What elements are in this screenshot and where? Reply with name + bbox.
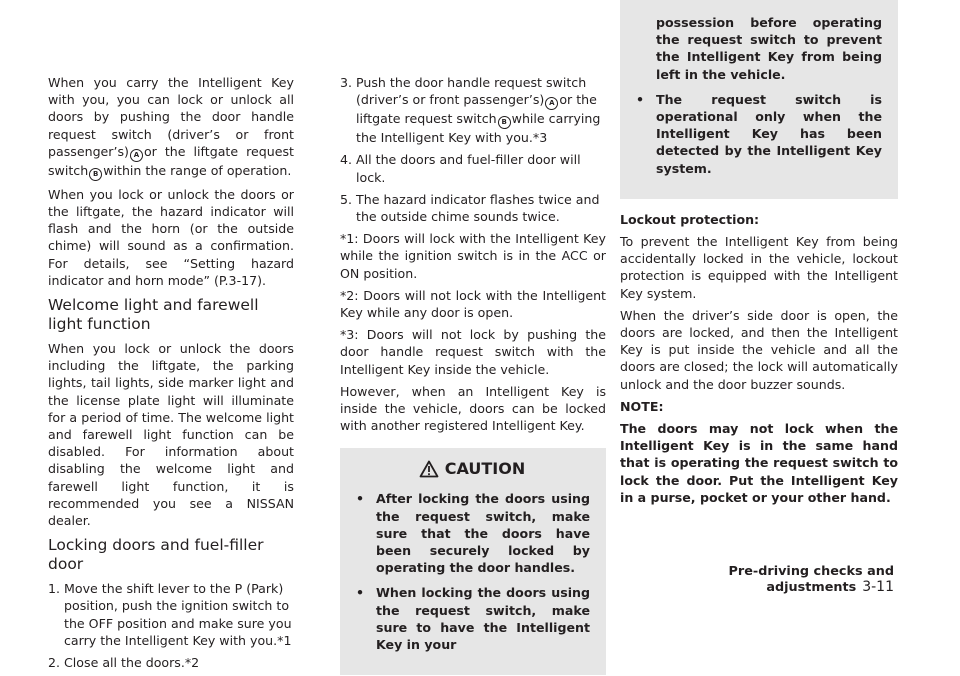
- caution-item: • When locking the doors using the request switch, make sure to have the Intelligent Key in your: [354, 584, 590, 653]
- caution-list-continued: [634, 14, 882, 177]
- circled-b-icon: [498, 116, 511, 129]
- caution-title: CAUTION: [444, 459, 526, 479]
- welcome-heading: Welcome light and farewell light function: [48, 296, 259, 334]
- circled-a-icon: [545, 97, 558, 110]
- circled-a-icon: [130, 149, 143, 162]
- locking-steps: [48, 580, 294, 671]
- locking-heading: Locking doors and fuel-filler door: [48, 536, 264, 574]
- caution-box: [340, 448, 606, 675]
- note-text: The doors may not lock when the Intelligent Key is in the same hand that is operating the request switch to lock the door. Put the Intelligent Key in a purse, pocket or your other hand.: [620, 421, 898, 505]
- welcome-text: When you lock or unlock the doors including the liftgate, the parking lights, tail lights, side marker light and the license plate light will illuminate for a period of time. The welcome light and farewell light function can be disabled. For information about disabling the welcome light and farewell light function, it is recommended you see a NISSAN dealer.: [48, 341, 294, 529]
- page-number: 3-11: [862, 579, 894, 595]
- step-item: 5. The hazard indicator flashes twice and the outside chime sounds twice.: [340, 191, 600, 225]
- caution-header: [354, 456, 590, 482]
- column-2: [340, 74, 606, 675]
- caution-box-continued: [620, 0, 898, 199]
- intro-paragraph-1: When you carry the Intelligent Key with you, you can lock or unlock all doors by pushing the door handle request switch (driver’s or front passenger’s)A or the liftgate request switchB within the range of operation.: [48, 74, 294, 181]
- lockout-paragraph-2: When the driver’s side door is open, the doors are locked, and then the Intelligent Key is put inside the vehicle and all the doors are closed; the lock will automatically unlock and the door buzzer sounds.: [620, 307, 898, 392]
- intro-paragraph-2: When you lock or unlock the doors or the liftgate, the hazard indicator will flash and the horn (or the outside chime) will sound as a confirmation. For details, see “Setting hazard indicator and horn mode” (P.3-17).: [48, 186, 294, 288]
- footnote-1: *1: Doors will lock with the Intelligent Key while the ignition switch is in the ACC or ON position.: [340, 231, 606, 281]
- caution-continuation: possession before operating the request switch to prevent the Intelligent Key from being left in the vehicle.: [656, 15, 882, 82]
- footnote-3: *3: Doors will not lock by pushing the door handle request switch with the Intelligent Key inside the vehicle.: [340, 327, 606, 377]
- caution-item: • After locking the doors using the request switch, make sure that the doors have been securely locked by operating the door handles.: [354, 490, 590, 576]
- footnote-2: *2: Doors will not lock with the Intelligent Key while any door is open.: [340, 287, 606, 321]
- caution-item: • The request switch is operational only when the Intelligent Key has been detected by the Intelligent Key system.: [634, 91, 882, 177]
- step-item: 2. Close all the doors.*2: [48, 655, 200, 671]
- column-1: [48, 74, 294, 676]
- locking-steps-continued: [340, 74, 606, 225]
- however-paragraph: However, when an Intelligent Key is inside the vehicle, doors can be locked with another registered Intelligent Key.: [340, 383, 606, 434]
- step-item: 3. Push the door handle request switch (driver’s or front passenger’s)A or the liftgate request switchB while carrying the Intelligent Key with you.*3: [340, 74, 606, 146]
- section-title: Pre-driving checks and adjustments: [728, 564, 894, 595]
- lockout-heading: Lockout protection:: [620, 211, 760, 227]
- step-item: 4. All the doors and fuel-filler door will lock.: [340, 152, 581, 185]
- circled-b-icon: [89, 168, 102, 181]
- note-heading: NOTE:: [620, 398, 664, 414]
- lockout-paragraph-1: To prevent the Intelligent Key from being accidentally locked in the vehicle, lockout protection is equipped with the Intelligent Key system.: [620, 234, 898, 301]
- warning-triangle-icon: [419, 460, 439, 478]
- step-item: 1. Move the shift lever to the P (Park) position, push the ignition switch to the OFF position and make sure you carry the Intelligent Key with you.*1: [48, 581, 292, 648]
- page-footer: [622, 564, 894, 595]
- column-3: [620, 15, 898, 511]
- caution-list: [354, 490, 590, 653]
